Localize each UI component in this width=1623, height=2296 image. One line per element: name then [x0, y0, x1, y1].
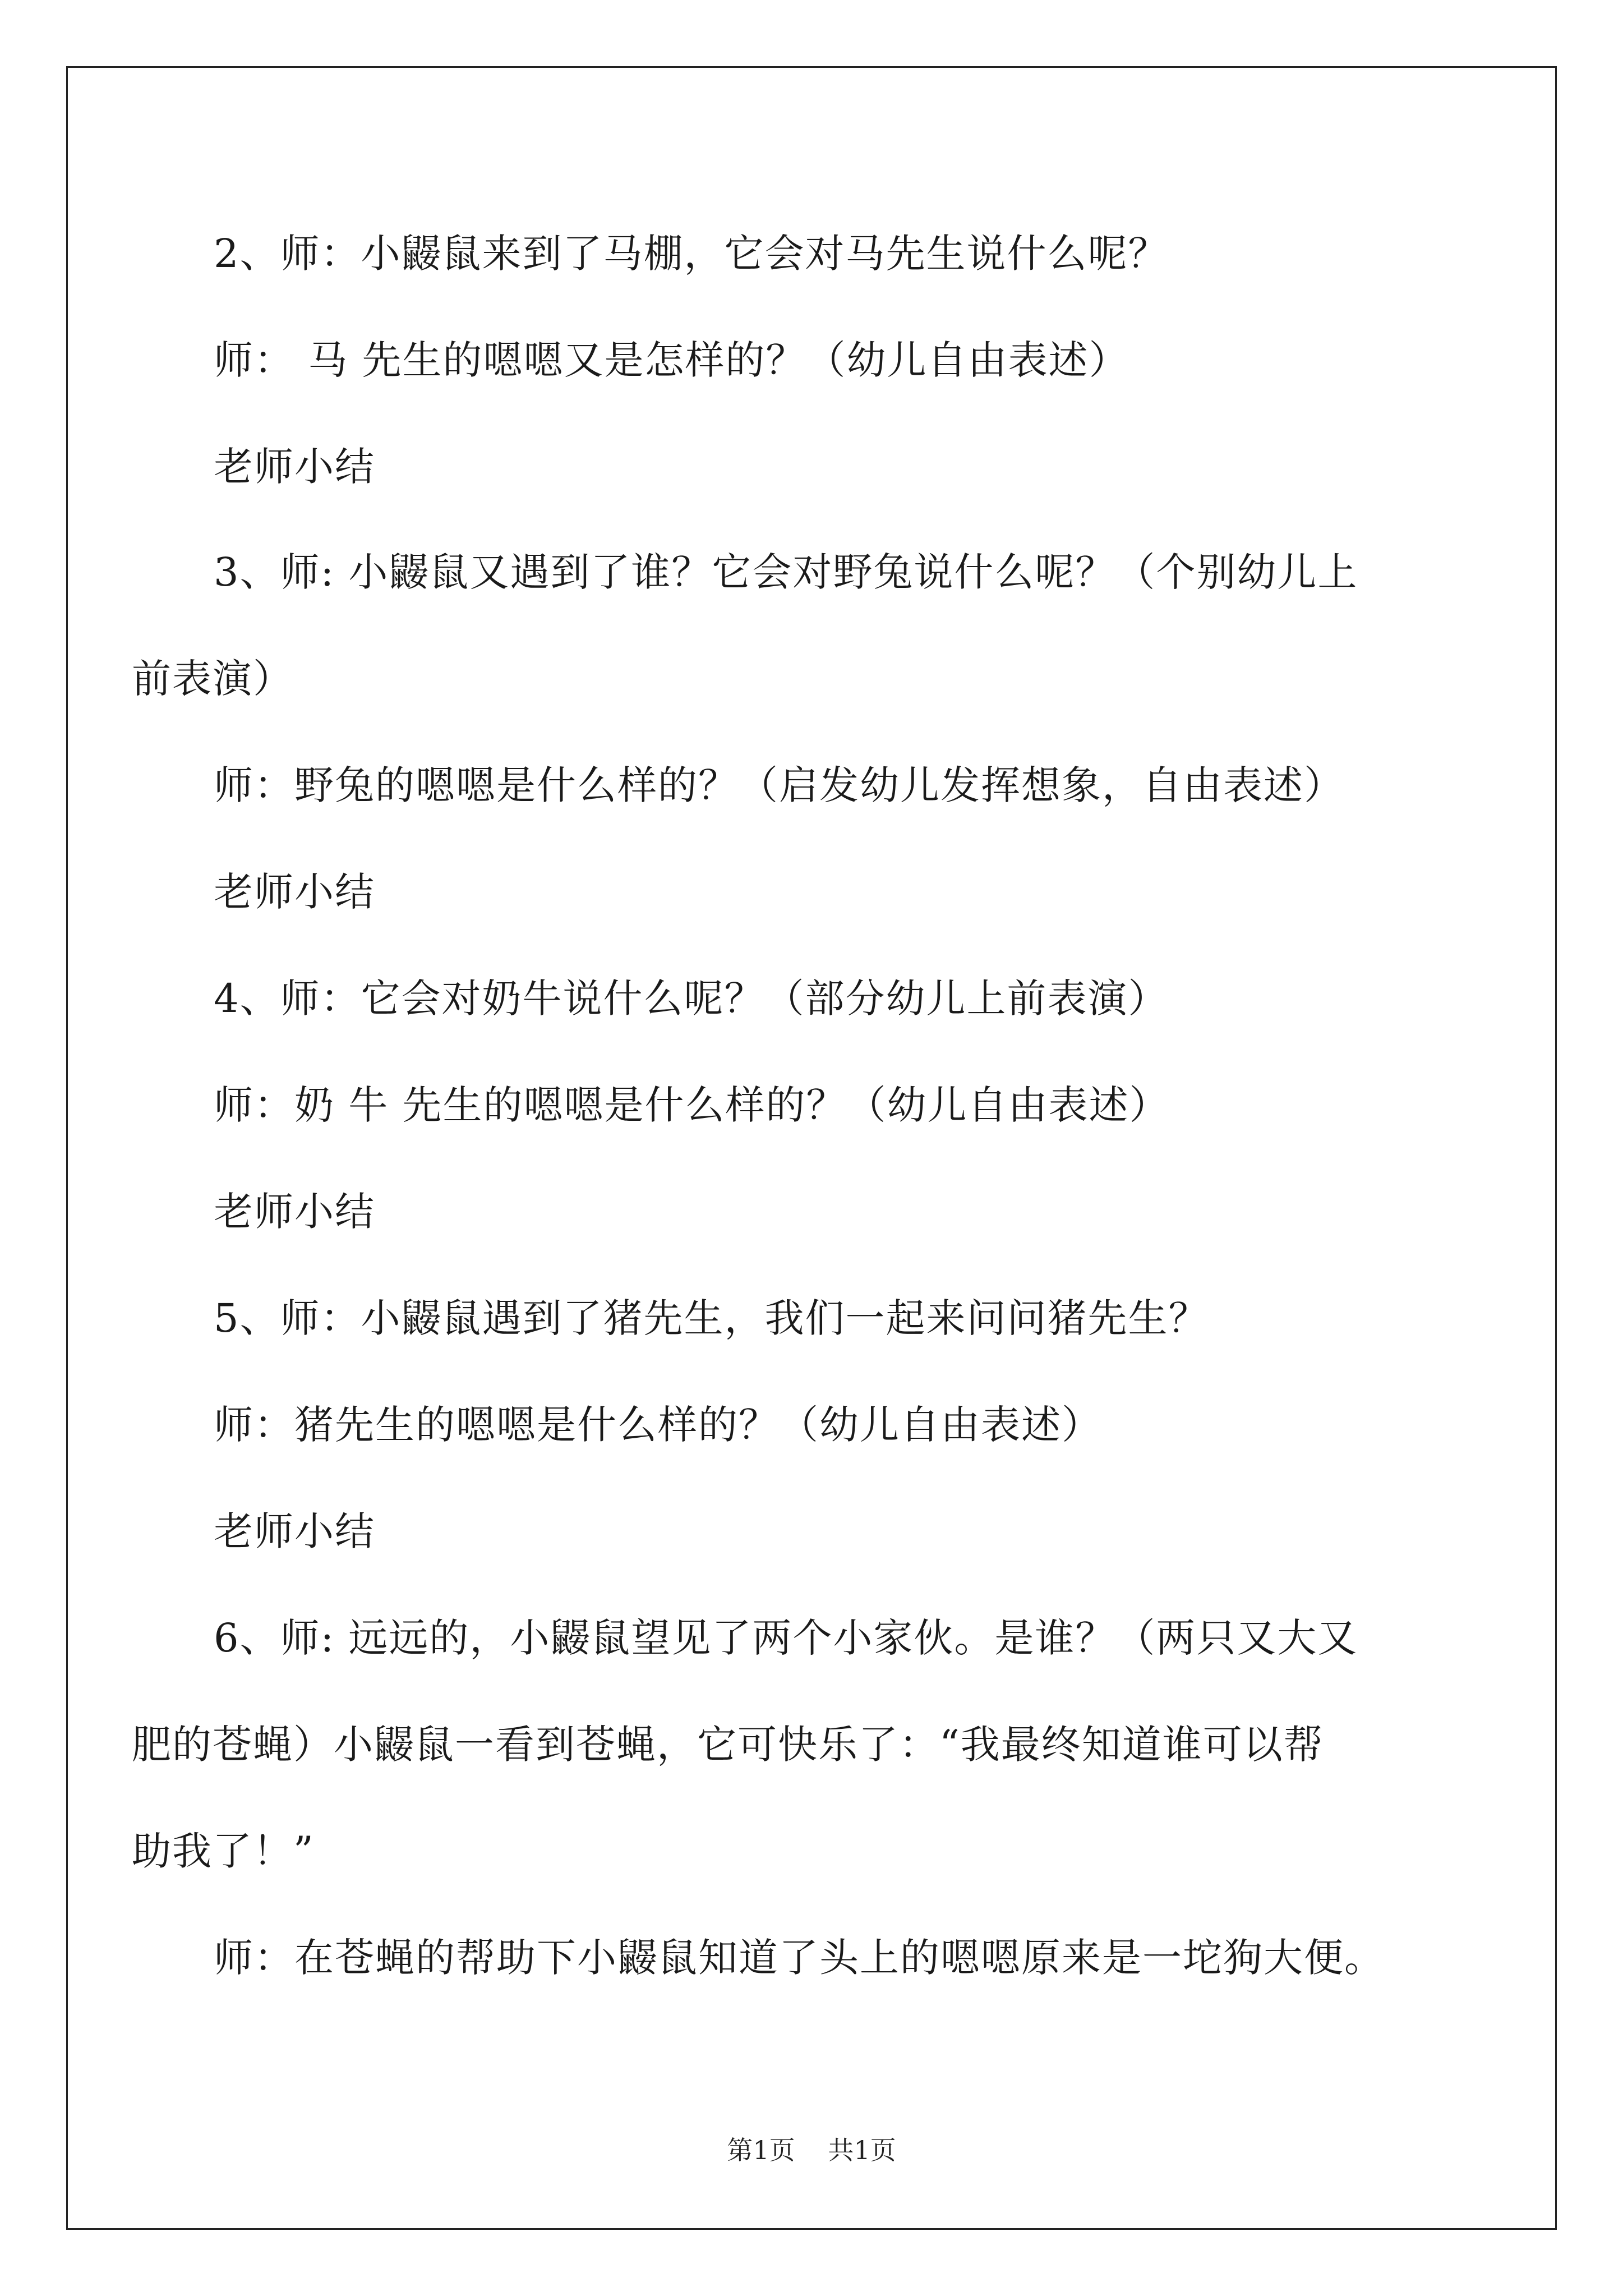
paragraph-line: 肥的苍蝇）小鼹鼠一看到苍蝇，它可快乐了：“我最终知道谁可以帮	[132, 1722, 1324, 1768]
paragraph-line: 2、师：小鼹鼠来到了马棚，它会对马先生说什么呢？	[214, 231, 1169, 277]
paragraph-line: 师：野兔的嗯嗯是什么样的？（启发幼儿发挥想象，自由表述）	[214, 762, 1344, 808]
paragraph-line: 3、师: 小鼹鼠又遇到了谁？它会对野兔说什么呢？（个别幼儿上	[214, 549, 1358, 595]
page-total: 共1页	[828, 2135, 896, 2165]
paragraph-line: 师：奶 牛 先生的嗯嗯是什么样的？（幼儿自由表述）	[214, 1082, 1170, 1128]
paragraph-line: 老师小结	[214, 1508, 375, 1554]
page-border	[66, 66, 1557, 2230]
page-number: 第1页	[727, 2135, 795, 2165]
paragraph-line: 助我了！”	[132, 1828, 315, 1874]
paragraph-line: 5、师：小鼹鼠遇到了猪先生，我们一起来问问猪先生？	[214, 1295, 1209, 1341]
paragraph-line: 师：猪先生的嗯嗯是什么样的？（幼儿自由表述）	[214, 1402, 1102, 1448]
paragraph-line: 6、师: 远远的，小鼹鼠望见了两个小家伙。是谁？（两只又大又	[214, 1615, 1358, 1661]
paragraph-line: 老师小结	[214, 1189, 375, 1235]
paragraph-line: 师：在苍蝇的帮助下小鼹鼠知道了头上的嗯嗯原来是一坨狗大便。	[214, 1935, 1385, 1981]
paragraph-line: 老师小结	[214, 444, 375, 490]
paragraph-line: 4、师：它会对奶牛说什么呢？（部分幼儿上前表演）	[214, 976, 1169, 1022]
page-footer	[0, 2137, 1623, 2163]
paragraph-line: 前表演）	[132, 656, 293, 702]
paragraph-line: 师： 马 先生的嗯嗯又是怎样的？（幼儿自由表述）	[214, 337, 1129, 383]
paragraph-line: 老师小结	[214, 869, 375, 915]
